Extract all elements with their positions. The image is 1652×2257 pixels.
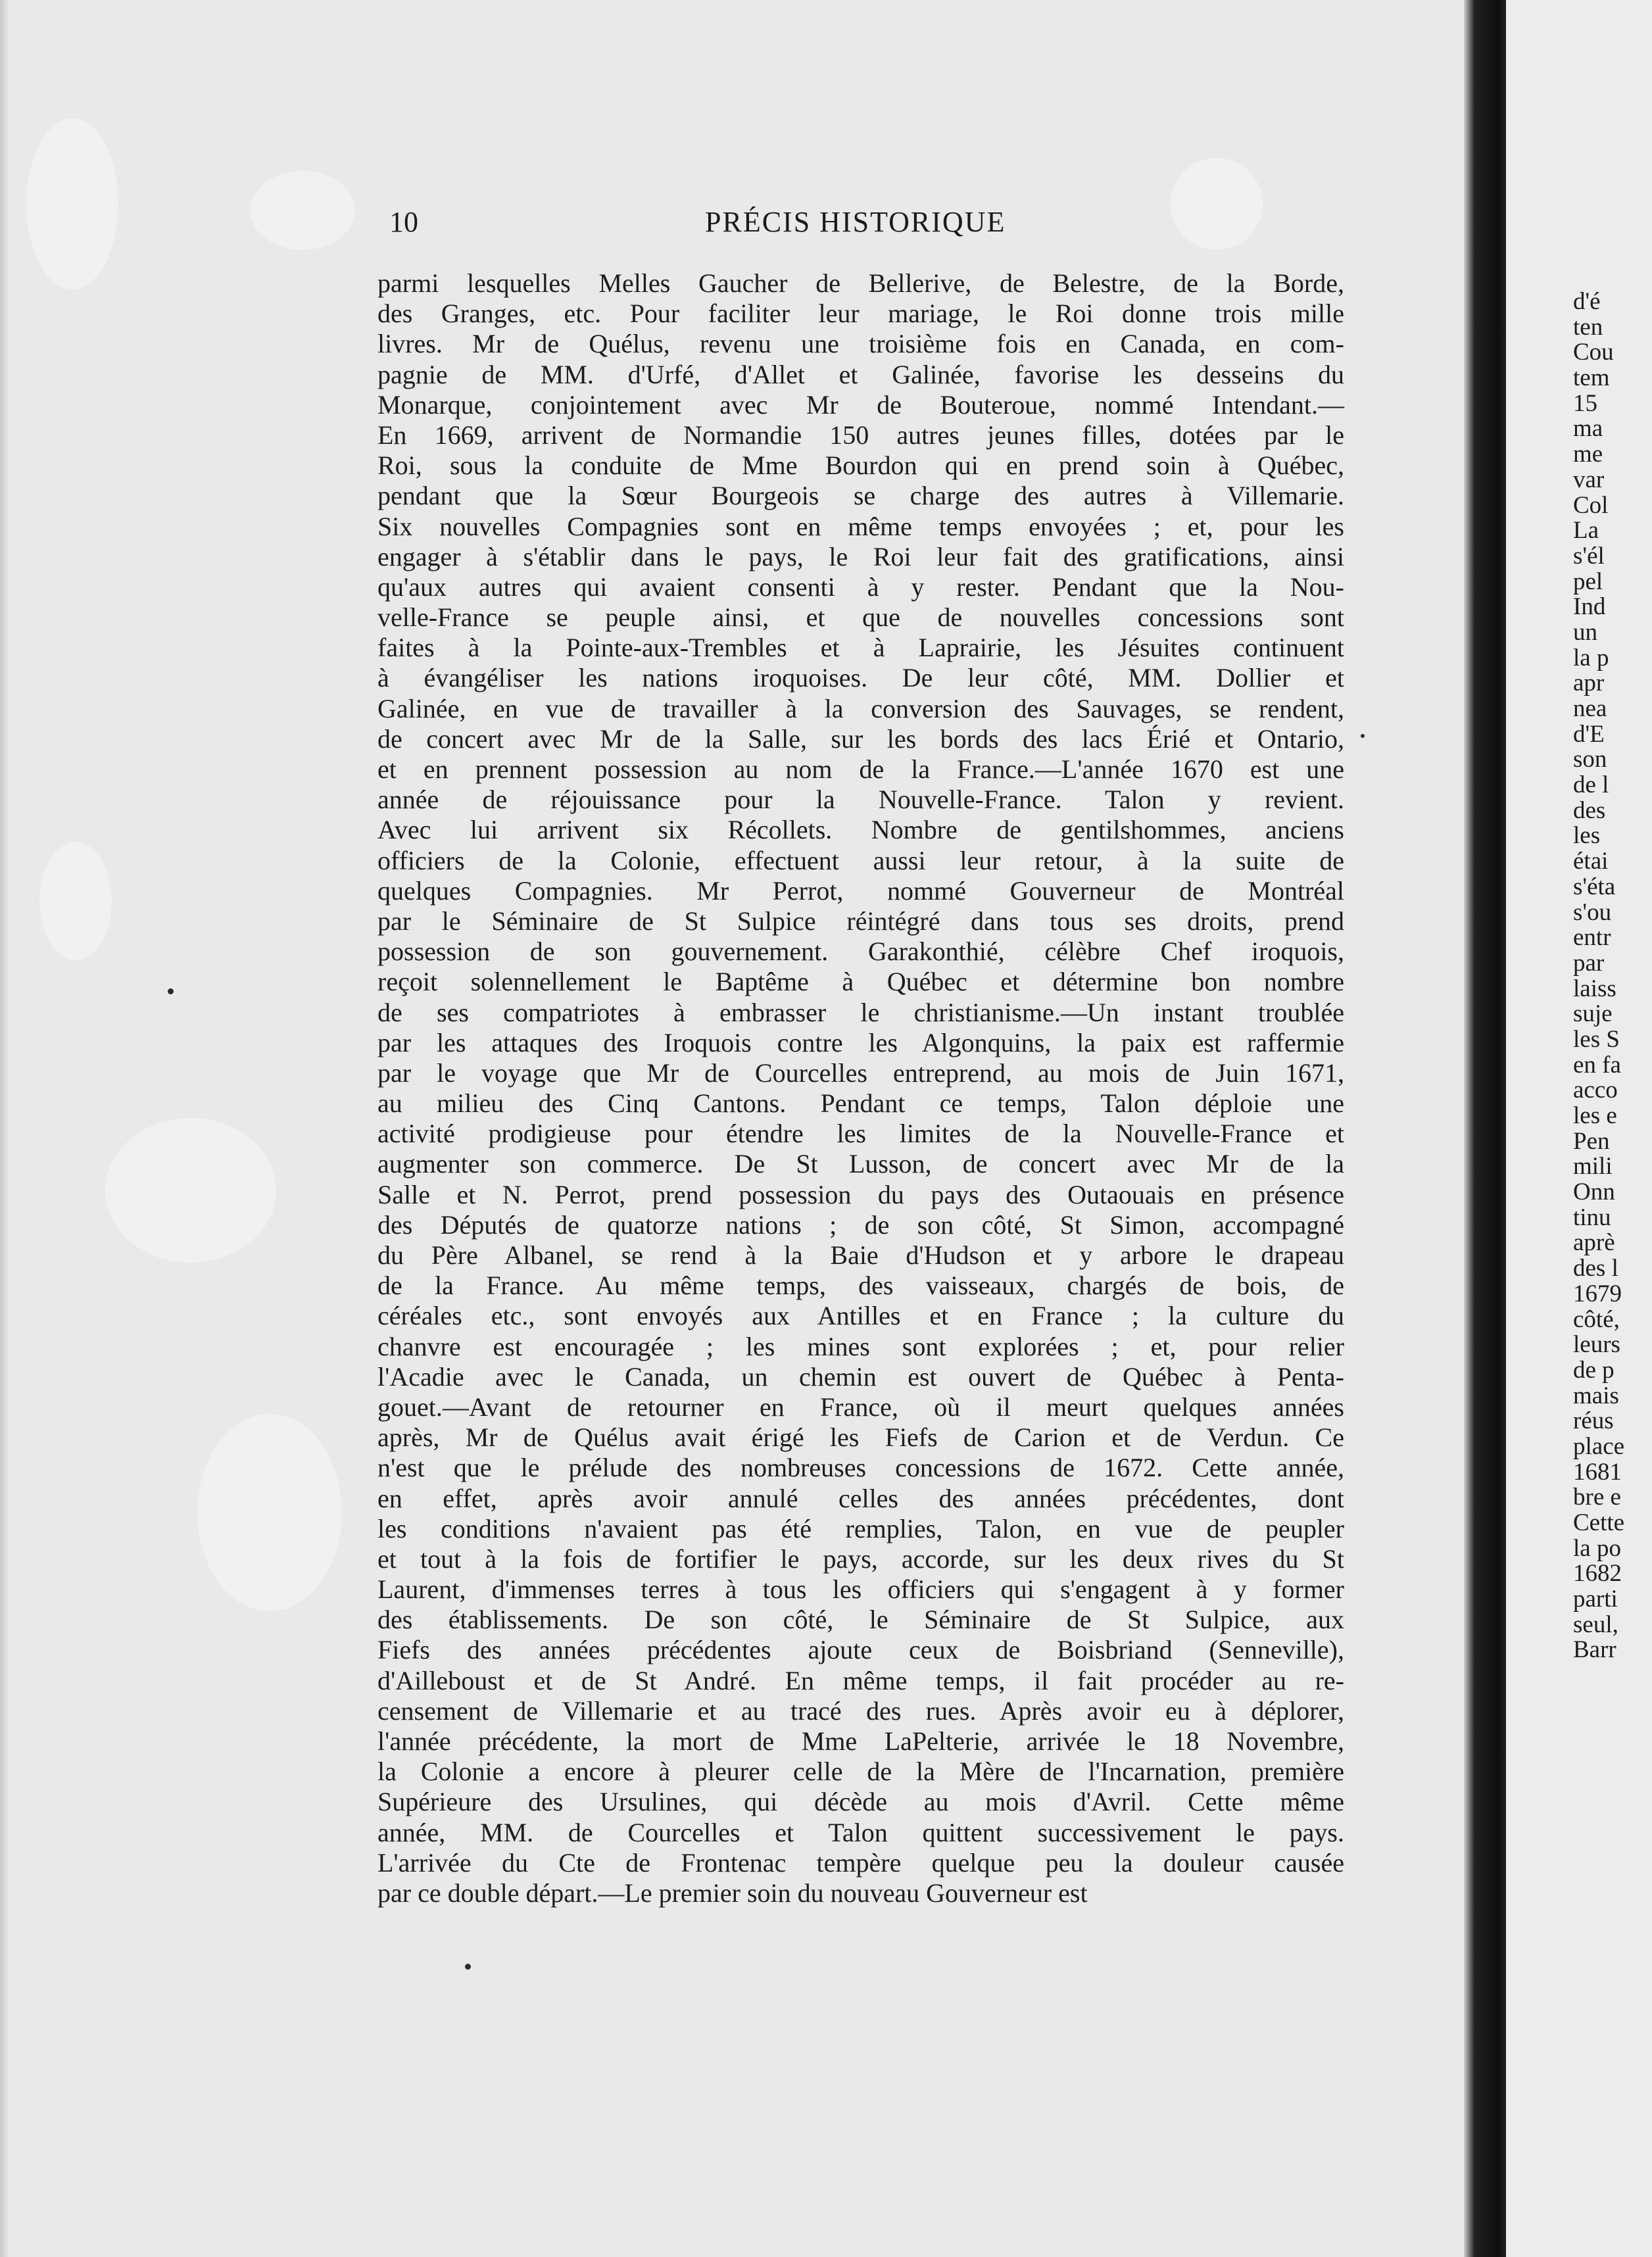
- text-line: n'est que le prélude des nombreuses concessions de 1672. Cette année,: [377, 1453, 1344, 1483]
- fragment-line: s'ou: [1573, 900, 1612, 926]
- fragment-line: parti: [1573, 1587, 1618, 1613]
- text-line: possession de son gouvernement. Garakonthié, célèbre Chef iroquois,: [377, 936, 1344, 967]
- fragment-line: s'él: [1573, 543, 1605, 570]
- fragment-line: me: [1573, 442, 1603, 468]
- fragment-line: les e: [1573, 1104, 1617, 1129]
- fragment-line: s'éta: [1573, 874, 1616, 900]
- speck: [1361, 734, 1365, 738]
- fragment-line: réus: [1573, 1409, 1614, 1434]
- text-line: Galinée, en vue de travailler à la conversion des Sauvages, se rendent,: [377, 693, 1344, 723]
- fragment-line: ten: [1573, 314, 1603, 341]
- text-line: et tout à la fois de fortifier le pays, accorde, sur les deux rives du St: [377, 1543, 1344, 1574]
- text-line: Supérieure des Ursulines, qui décède au mois d'Avril. Cette même: [377, 1787, 1344, 1817]
- fragment-line: var: [1573, 467, 1605, 493]
- speck: [465, 1964, 471, 1970]
- fragment-line: bre e: [1573, 1485, 1621, 1511]
- fragment-line: La: [1573, 518, 1599, 544]
- text-line: Monarque, conjointement avec Mr de Bouteroue, nommé Intendant.—: [377, 389, 1344, 420]
- text-line: la Colonie a encore à pleurer celle de la Mère de l'Incarnation, première: [377, 1757, 1344, 1787]
- text-line: de la France. Au même temps, des vaisseaux, chargés de bois, de: [377, 1271, 1344, 1301]
- fragment-line: Cette: [1573, 1511, 1625, 1536]
- text-line: L'arrivée du Cte de Frontenac tempère quelque peu la douleur causée: [377, 1847, 1344, 1878]
- text-line: d'Ailleboust et de St André. En même temps, il fait procéder au re-: [377, 1665, 1344, 1695]
- text-line: pagnie de MM. d'Urfé, d'Allet et Galinée, favorise les desseins du: [377, 359, 1344, 389]
- paper-stain: [39, 842, 112, 960]
- text-line: céréales etc., sont envoyés aux Antilles et en France ; la culture du: [377, 1301, 1344, 1331]
- fragment-line: entr: [1573, 925, 1611, 951]
- text-line: des Députés de quatorze nations ; de son côté, St Simon, accompagné: [377, 1209, 1344, 1240]
- page-header: [389, 205, 1652, 245]
- text-line: livres. Mr de Quélus, revenu une troisième fois en Canada, en com-: [377, 329, 1344, 359]
- text-line: Fiefs des années précédentes ajoute ceux de Boisbriand (Senneville),: [377, 1635, 1344, 1665]
- body-text: [377, 268, 1344, 1908]
- fragment-line: acco: [1573, 1078, 1618, 1104]
- text-line: gouet.—Avant de retourner en France, où il meurt quelques années: [377, 1392, 1344, 1422]
- fragment-line: nea: [1573, 696, 1607, 722]
- fragment-line: 15: [1573, 391, 1597, 417]
- fragment-line: étai: [1573, 849, 1609, 875]
- text-line: et en prennent possession au nom de la France.—L'année 1670 est une: [377, 754, 1344, 784]
- text-line: par le Séminaire de St Sulpice réintégré dans tous ses droits, prend: [377, 906, 1344, 936]
- fragment-line: d'é: [1573, 289, 1601, 315]
- text-line: à évangéliser les nations iroquoises. De leur côté, MM. Dollier et: [377, 663, 1344, 693]
- text-line: chanvre est encouragée ; les mines sont explorées ; et, pour relier: [377, 1331, 1344, 1361]
- fragment-line: tinu: [1573, 1205, 1611, 1231]
- text-line: de ses compatriotes à embrasser le christianisme.—Un instant troublée: [377, 997, 1344, 1027]
- text-line: Avec lui arrivent six Récollets. Nombre de gentilshommes, anciens: [377, 815, 1344, 845]
- paper-stain: [250, 171, 355, 250]
- text-line: En 1669, arrivent de Normandie 150 autres jeunes filles, dotées par le: [377, 420, 1344, 450]
- text-line: augmenter son commerce. De St Lusson, de concert avec Mr de la: [377, 1149, 1344, 1179]
- next-page-text-fragments: [1573, 289, 1652, 1663]
- fragment-line: Cou: [1573, 340, 1614, 366]
- fragment-line: la p: [1573, 645, 1609, 671]
- text-line: année, MM. de Courcelles et Talon quittent successivement le pays.: [377, 1817, 1344, 1847]
- fragment-line: Onn: [1573, 1180, 1615, 1205]
- fragment-line: aprè: [1573, 1230, 1615, 1257]
- text-line: l'Acadie avec le Canada, un chemin est ouvert de Québec à Penta-: [377, 1361, 1344, 1392]
- fragment-line: place: [1573, 1434, 1625, 1460]
- fragment-line: de p: [1573, 1357, 1615, 1384]
- text-line: parmi lesquelles Melles Gaucher de Bellerive, de Belestre, de la Borde,: [377, 268, 1344, 298]
- text-line: après, Mr de Quélus avait érigé les Fiefs de Carion et de Verdun. Ce: [377, 1422, 1344, 1453]
- text-line: année de réjouissance pour la Nouvelle-France. Talon y revient.: [377, 785, 1344, 815]
- fragment-line: apr: [1573, 671, 1605, 696]
- text-line: par les attaques des Iroquois contre les Algonquins, la paix est raffermie: [377, 1027, 1344, 1057]
- fragment-line: les: [1573, 823, 1601, 850]
- text-line: officiers de la Colonie, effectuent aussi leur retour, à la suite de: [377, 845, 1344, 875]
- fragment-line: la po: [1573, 1536, 1621, 1562]
- fragment-line: mili: [1573, 1154, 1613, 1180]
- fragment-line: laiss: [1573, 976, 1616, 1002]
- fragment-line: des l: [1573, 1256, 1618, 1282]
- fragment-line: son: [1573, 747, 1607, 773]
- text-line: activité prodigieuse pour étendre les limites de la Nouvelle-France et: [377, 1119, 1344, 1149]
- text-line: Salle et N. Perrot, prend possession du pays des Outaouais en présence: [377, 1179, 1344, 1209]
- fragment-line: Pen: [1573, 1128, 1610, 1155]
- text-line: l'année précédente, la mort de Mme LaPelterie, arrivée le 18 Novembre,: [377, 1726, 1344, 1756]
- text-line: les conditions n'avaient pas été remplies, Talon, en vue de peupler: [377, 1513, 1344, 1543]
- paper-stain: [26, 118, 118, 289]
- text-line: Laurent, d'immenses terres à tous les officiers qui s'engagent à y former: [377, 1574, 1344, 1605]
- fragment-line: ma: [1573, 416, 1603, 443]
- text-line: des Granges, etc. Pour faciliter leur mariage, le Roi donne trois mille: [377, 299, 1344, 329]
- fragment-line: seul,: [1573, 1612, 1618, 1638]
- text-line: reçoit solennellement le Baptême à Québec et détermine bon nombre: [377, 967, 1344, 997]
- text-line: Six nouvelles Compagnies sont en même temps envoyées ; et, pour les: [377, 511, 1344, 541]
- text-line: par le voyage que Mr de Courcelles entreprend, au mois de Juin 1671,: [377, 1057, 1344, 1088]
- page-number: 10: [389, 206, 418, 238]
- text-line: qu'aux autres qui avaient consenti à y rester. Pendant que la Nou-: [377, 571, 1344, 602]
- fragment-line: d'E: [1573, 721, 1605, 748]
- text-line: par ce double départ.—Le premier soin du nouveau Gouverneur est: [377, 1878, 1088, 1908]
- paper-stain: [197, 1414, 342, 1611]
- fragment-line: Col: [1573, 493, 1609, 519]
- fragment-line: leurs: [1573, 1332, 1620, 1358]
- fragment-line: des: [1573, 798, 1606, 824]
- fragment-line: 1679: [1573, 1281, 1622, 1307]
- text-line: du Père Albanel, se rend à la Baie d'Hudson et y arbore le drapeau: [377, 1240, 1344, 1270]
- text-line: de concert avec Mr de la Salle, sur les bords des lacs Érié et Ontario,: [377, 723, 1344, 754]
- text-line: censement de Villemarie et au tracé des rues. Après avoir eu à déplorer,: [377, 1695, 1344, 1726]
- text-line: engager à s'établir dans le pays, le Roi leur fait des gratifications, ainsi: [377, 541, 1344, 571]
- fragment-line: par: [1573, 950, 1605, 977]
- speck: [168, 988, 174, 994]
- text-line: des établissements. De son côté, le Séminaire de St Sulpice, aux: [377, 1605, 1344, 1635]
- fragment-line: côté,: [1573, 1307, 1620, 1333]
- fragment-line: tem: [1573, 366, 1610, 391]
- paper-stain: [105, 1118, 276, 1263]
- fragment-line: un: [1573, 619, 1597, 646]
- fragment-line: suje: [1573, 1002, 1613, 1027]
- fragment-line: de l: [1573, 773, 1609, 798]
- fragment-line: 1682: [1573, 1561, 1622, 1588]
- binding-gutter: [1464, 0, 1513, 2257]
- text-line: quelques Compagnies. Mr Perrot, nommé Gouverneur de Montréal: [377, 875, 1344, 906]
- fragment-line: pel: [1573, 569, 1603, 595]
- fragment-line: 1681: [1573, 1459, 1622, 1486]
- fragment-line: Barr: [1573, 1638, 1616, 1664]
- fragment-line: en fa: [1573, 1052, 1621, 1079]
- text-line: velle-France se peuple ainsi, et que de nouvelles concessions sont: [377, 602, 1344, 633]
- fragment-line: Ind: [1573, 595, 1606, 620]
- text-line: pendant que la Sœur Bourgeois se charge des autres à Villemarie.: [377, 481, 1344, 511]
- text-line: au milieu des Cinq Cantons. Pendant ce temps, Talon déploie une: [377, 1088, 1344, 1119]
- fragment-line: les S: [1573, 1027, 1620, 1053]
- text-line: en effet, après avoir annulé celles des années précédentes, dont: [377, 1483, 1344, 1513]
- running-title: PRÉCIS HISTORIQUE: [705, 206, 1006, 238]
- text-line: Roi, sous la conduite de Mme Bourdon qui en prend soin à Québec,: [377, 450, 1344, 481]
- fragment-line: mais: [1573, 1383, 1619, 1409]
- text-line: faites à la Pointe-aux-Trembles et à Laprairie, les Jésuites continuent: [377, 633, 1344, 663]
